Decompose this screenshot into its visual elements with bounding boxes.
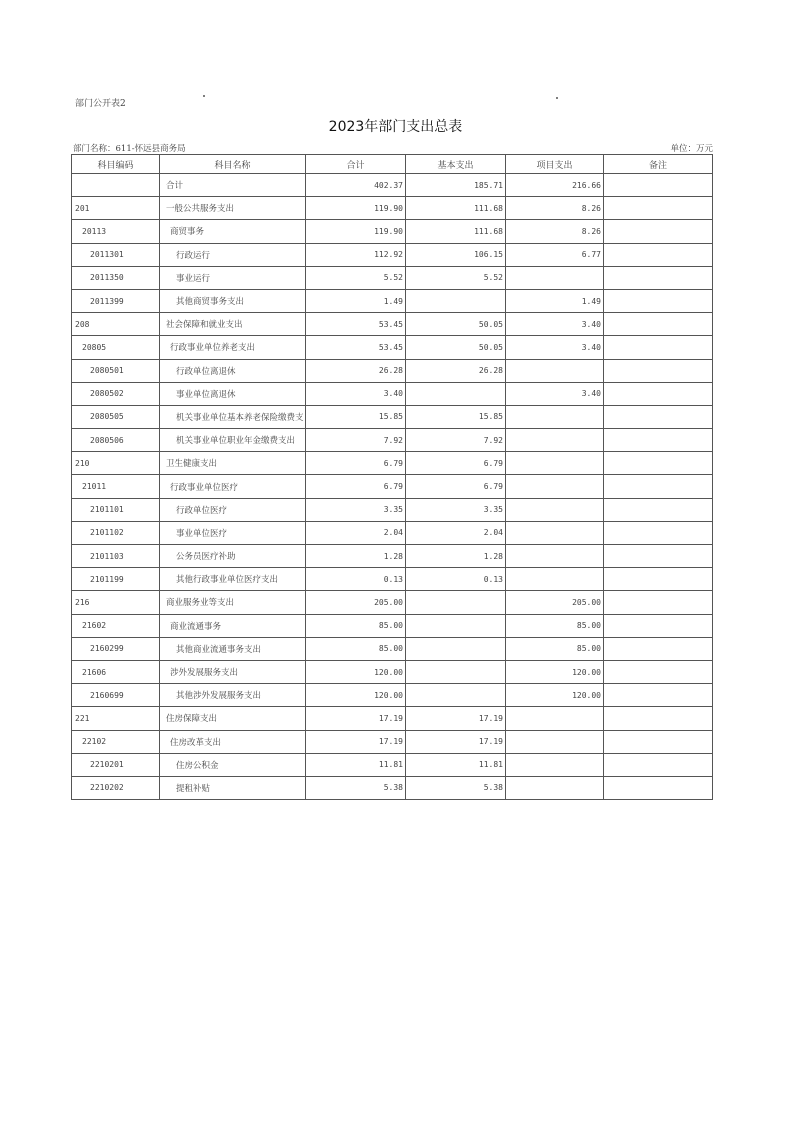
unit-label: 单位：万元 [670,144,713,154]
note-cell [604,452,713,475]
project-cell: 216.66 [506,174,604,197]
basic-cell: 1.28 [406,545,506,568]
total-cell: 3.35 [306,498,406,521]
project-cell: 8.26 [506,197,604,220]
note-cell [604,313,713,336]
project-cell [506,266,604,289]
note-cell [604,359,713,382]
table-row [72,614,713,637]
basic-cell: 7.92 [406,429,506,452]
column-header-basic: 基本支出 [406,155,506,174]
table-row [72,753,713,776]
table-row [72,405,713,428]
basic-cell: 3.35 [406,498,506,521]
total-cell: 2.04 [306,521,406,544]
basic-cell: 15.85 [406,405,506,428]
total-cell: 85.00 [306,637,406,660]
name-cell: 商业服务业等支出 [160,591,306,614]
column-header-name: 科目名称 [160,155,306,174]
table-row [72,382,713,405]
basic-cell: 50.05 [406,336,506,359]
name-cell: 住房改革支出 [160,730,306,753]
note-cell [604,498,713,521]
basic-cell: 6.79 [406,452,506,475]
table-row [72,521,713,544]
table-row [72,637,713,660]
basic-cell [406,382,506,405]
project-cell [506,405,604,428]
name-cell: 公务员医疗补助 [160,545,306,568]
note-cell [604,243,713,266]
code-cell: 216 [72,591,160,614]
code-cell: 20805 [72,336,160,359]
code-cell: 2011301 [72,243,160,266]
table-row [72,684,713,707]
total-cell: 85.00 [306,614,406,637]
project-cell [506,545,604,568]
name-cell: 行政事业单位医疗 [160,475,306,498]
code-cell: 21011 [72,475,160,498]
name-cell: 商业流通事务 [160,614,306,637]
code-cell: 2101102 [72,521,160,544]
basic-cell: 50.05 [406,313,506,336]
basic-cell: 0.13 [406,568,506,591]
project-cell: 85.00 [506,637,604,660]
basic-cell: 5.38 [406,776,506,799]
code-cell: 20113 [72,220,160,243]
name-cell: 行政单位医疗 [160,498,306,521]
basic-cell [406,591,506,614]
scan-speck [203,95,205,97]
project-cell: 8.26 [506,220,604,243]
code-cell: 2080505 [72,405,160,428]
column-header-total: 合计 [306,155,406,174]
project-cell: 3.40 [506,382,604,405]
project-cell [506,359,604,382]
document-label: 部门公开表2 [75,99,126,109]
total-cell: 112.92 [306,243,406,266]
name-cell: 事业单位离退休 [160,382,306,405]
project-cell: 1.49 [506,289,604,312]
note-cell [604,568,713,591]
note-cell [604,614,713,637]
note-cell [604,475,713,498]
name-cell: 事业单位医疗 [160,521,306,544]
table-row [72,475,713,498]
table-row [72,730,713,753]
name-cell: 卫生健康支出 [160,452,306,475]
name-cell: 其他商贸事务支出 [160,289,306,312]
project-cell [506,730,604,753]
column-header-code: 科目编码 [72,155,160,174]
note-cell [604,289,713,312]
name-cell: 社会保障和就业支出 [160,313,306,336]
note-cell [604,707,713,730]
note-cell [604,660,713,683]
note-cell [604,521,713,544]
code-cell: 2210202 [72,776,160,799]
basic-cell: 11.81 [406,753,506,776]
name-cell: 行政事业单位养老支出 [160,336,306,359]
code-cell: 21606 [72,660,160,683]
total-cell: 6.79 [306,475,406,498]
project-cell [506,753,604,776]
table-row [72,220,713,243]
code-cell: 2011399 [72,289,160,312]
table-row [72,429,713,452]
code-cell: 210 [72,452,160,475]
project-cell: 120.00 [506,660,604,683]
table-row [72,707,713,730]
code-cell: 2160299 [72,637,160,660]
name-cell: 合计 [160,174,306,197]
code-cell: 2101103 [72,545,160,568]
code-cell: 22102 [72,730,160,753]
expenditure-table [71,154,713,800]
note-cell [604,382,713,405]
total-cell: 7.92 [306,429,406,452]
table-row [72,197,713,220]
total-cell: 17.19 [306,707,406,730]
total-cell: 1.49 [306,289,406,312]
total-cell: 5.52 [306,266,406,289]
basic-cell: 111.68 [406,220,506,243]
basic-cell [406,684,506,707]
note-cell [604,197,713,220]
name-cell: 机关事业单位职业年金缴费支出 [160,429,306,452]
note-cell [604,730,713,753]
basic-cell: 185.71 [406,174,506,197]
code-cell: 2101199 [72,568,160,591]
name-cell: 其他行政事业单位医疗支出 [160,568,306,591]
project-cell [506,568,604,591]
project-cell: 85.00 [506,614,604,637]
basic-cell [406,614,506,637]
table-row [72,545,713,568]
total-cell: 11.81 [306,753,406,776]
name-cell: 提租补贴 [160,776,306,799]
project-cell: 6.77 [506,243,604,266]
basic-cell [406,660,506,683]
name-cell: 其他涉外发展服务支出 [160,684,306,707]
project-cell: 3.40 [506,313,604,336]
basic-cell: 106.15 [406,243,506,266]
name-cell: 事业运行 [160,266,306,289]
note-cell [604,776,713,799]
code-cell: 21602 [72,614,160,637]
total-cell: 120.00 [306,684,406,707]
basic-cell: 17.19 [406,707,506,730]
total-cell: 402.37 [306,174,406,197]
total-cell: 15.85 [306,405,406,428]
name-cell: 机关事业单位基本养老保险缴费支 [160,405,306,428]
code-cell: 221 [72,707,160,730]
code-cell: 2080502 [72,382,160,405]
table-row [72,336,713,359]
table-row [72,313,713,336]
code-cell: 201 [72,197,160,220]
note-cell [604,336,713,359]
column-header-project: 项目支出 [506,155,604,174]
project-cell [506,776,604,799]
basic-cell: 26.28 [406,359,506,382]
table-row [72,591,713,614]
basic-cell: 6.79 [406,475,506,498]
column-header-note: 备注 [604,155,713,174]
note-cell [604,174,713,197]
code-cell: 2011350 [72,266,160,289]
table-row [72,174,713,197]
table-header-row [72,155,713,174]
table-row [72,266,713,289]
name-cell: 一般公共服务支出 [160,197,306,220]
total-cell: 120.00 [306,660,406,683]
total-cell: 53.45 [306,336,406,359]
page-title: 2023年部门支出总表 [328,119,463,135]
note-cell [604,429,713,452]
note-cell [604,405,713,428]
table-row [72,568,713,591]
project-cell [506,452,604,475]
total-cell: 119.90 [306,197,406,220]
project-cell [506,475,604,498]
basic-cell [406,289,506,312]
total-cell: 0.13 [306,568,406,591]
name-cell: 住房保障支出 [160,707,306,730]
code-cell: 2101101 [72,498,160,521]
basic-cell: 17.19 [406,730,506,753]
total-cell: 1.28 [306,545,406,568]
basic-cell: 5.52 [406,266,506,289]
scan-speck [556,97,558,99]
total-cell: 26.28 [306,359,406,382]
project-cell [506,498,604,521]
basic-cell [406,637,506,660]
total-cell: 17.19 [306,730,406,753]
code-cell: 208 [72,313,160,336]
code-cell: 2210201 [72,753,160,776]
total-cell: 3.40 [306,382,406,405]
table-row [72,243,713,266]
name-cell: 行政运行 [160,243,306,266]
basic-cell: 2.04 [406,521,506,544]
name-cell: 行政单位离退休 [160,359,306,382]
note-cell [604,220,713,243]
note-cell [604,545,713,568]
code-cell: 2080506 [72,429,160,452]
name-cell: 住房公积金 [160,753,306,776]
note-cell [604,637,713,660]
code-cell: 2160699 [72,684,160,707]
table-row [72,660,713,683]
project-cell: 3.40 [506,336,604,359]
total-cell: 205.00 [306,591,406,614]
total-cell: 5.38 [306,776,406,799]
basic-cell: 111.68 [406,197,506,220]
project-cell [506,429,604,452]
total-cell: 6.79 [306,452,406,475]
project-cell: 205.00 [506,591,604,614]
note-cell [604,753,713,776]
note-cell [604,684,713,707]
note-cell [604,591,713,614]
department-name: 部门名称：611-怀远县商务局 [73,144,186,154]
note-cell [604,266,713,289]
table-row [72,452,713,475]
code-cell [72,174,160,197]
name-cell: 涉外发展服务支出 [160,660,306,683]
table-body [72,174,713,800]
name-cell: 其他商业流通事务支出 [160,637,306,660]
name-cell: 商贸事务 [160,220,306,243]
table-row [72,776,713,799]
project-cell [506,521,604,544]
code-cell: 2080501 [72,359,160,382]
table-row [72,289,713,312]
total-cell: 119.90 [306,220,406,243]
project-cell [506,707,604,730]
table-row [72,498,713,521]
table-row [72,359,713,382]
total-cell: 53.45 [306,313,406,336]
project-cell: 120.00 [506,684,604,707]
